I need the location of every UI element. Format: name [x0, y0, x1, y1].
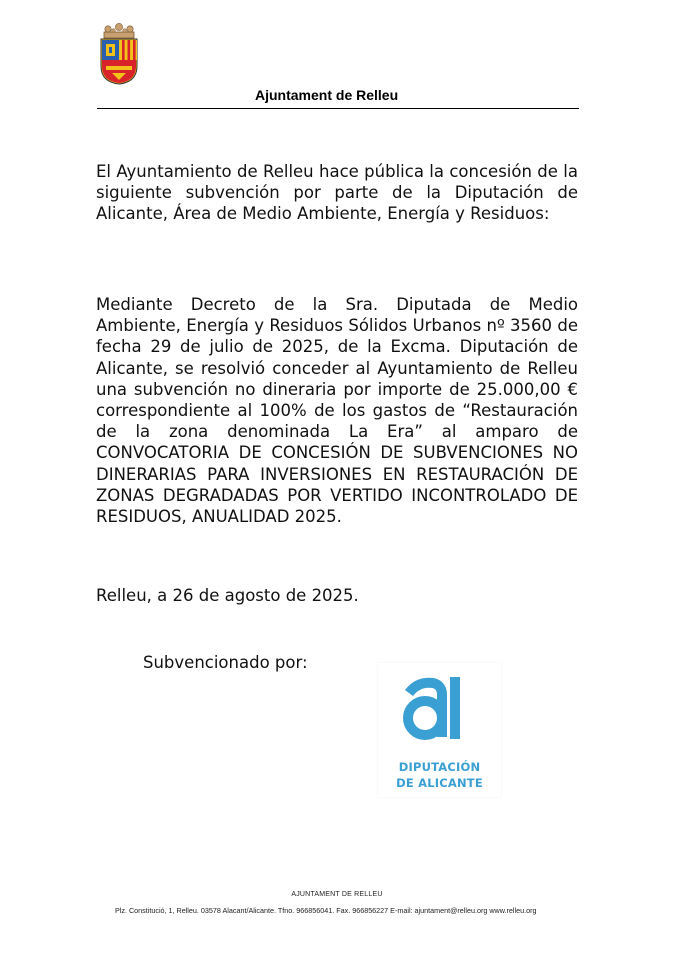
footer-organization: AJUNTAMENT DE RELLEU [291, 891, 383, 898]
page-title: Ajuntament de Relleu [255, 87, 399, 103]
footer-contact: Plz. Constitució, 1, Relleu. 03578 Alacant/Alicante. Tfno. 966856041. Fax. 966856227 E-mail: ajuntament@relleu.org www.relleu.org [115, 906, 537, 915]
logo-text-line1: DIPUTACIÓN [398, 760, 481, 774]
header-divider [97, 108, 579, 109]
intro-paragraph: El Ayuntamiento de Relleu hace pública la concesión de la siguiente subvención por parte de la Diputación de Alicante, Área de Medio Ambiente, Energía y Residuos: [96, 162, 578, 224]
logo-text-line2: DE ALICANTE [396, 776, 483, 790]
date-line: Relleu, a 26 de agosto de 2025. [96, 586, 359, 605]
diputacion-alicante-logo [378, 663, 501, 797]
coat-of-arms-icon [98, 22, 140, 86]
decree-paragraph: Mediante Decreto de la Sra. Diputada de Medio Ambiente, Energía y Residuos Sólidos Urbanos nº 3560 de fecha 29 de julio de 2025, de la Excma. Diputación de Alicante, se resolvió conceder al Ayuntamiento de Relleu una subvención no dineraria por importe de 25.000,00 € correspondiente al 100% de los gastos de “Restauración de la zona denominada La Era” al amparo de CONVOCATORIA DE CONCESIÓN DE SUBVENCIONES NO DINERARIAS PARA INVERSIONES EN RESTAURACIÓN DE ZONAS DEGRADADAS POR VERTIDO INCONTROLADO DE RESIDUOS, ANUALIDAD 2025. [96, 295, 578, 527]
funded-by-label: Subvencionado por: [143, 653, 308, 672]
